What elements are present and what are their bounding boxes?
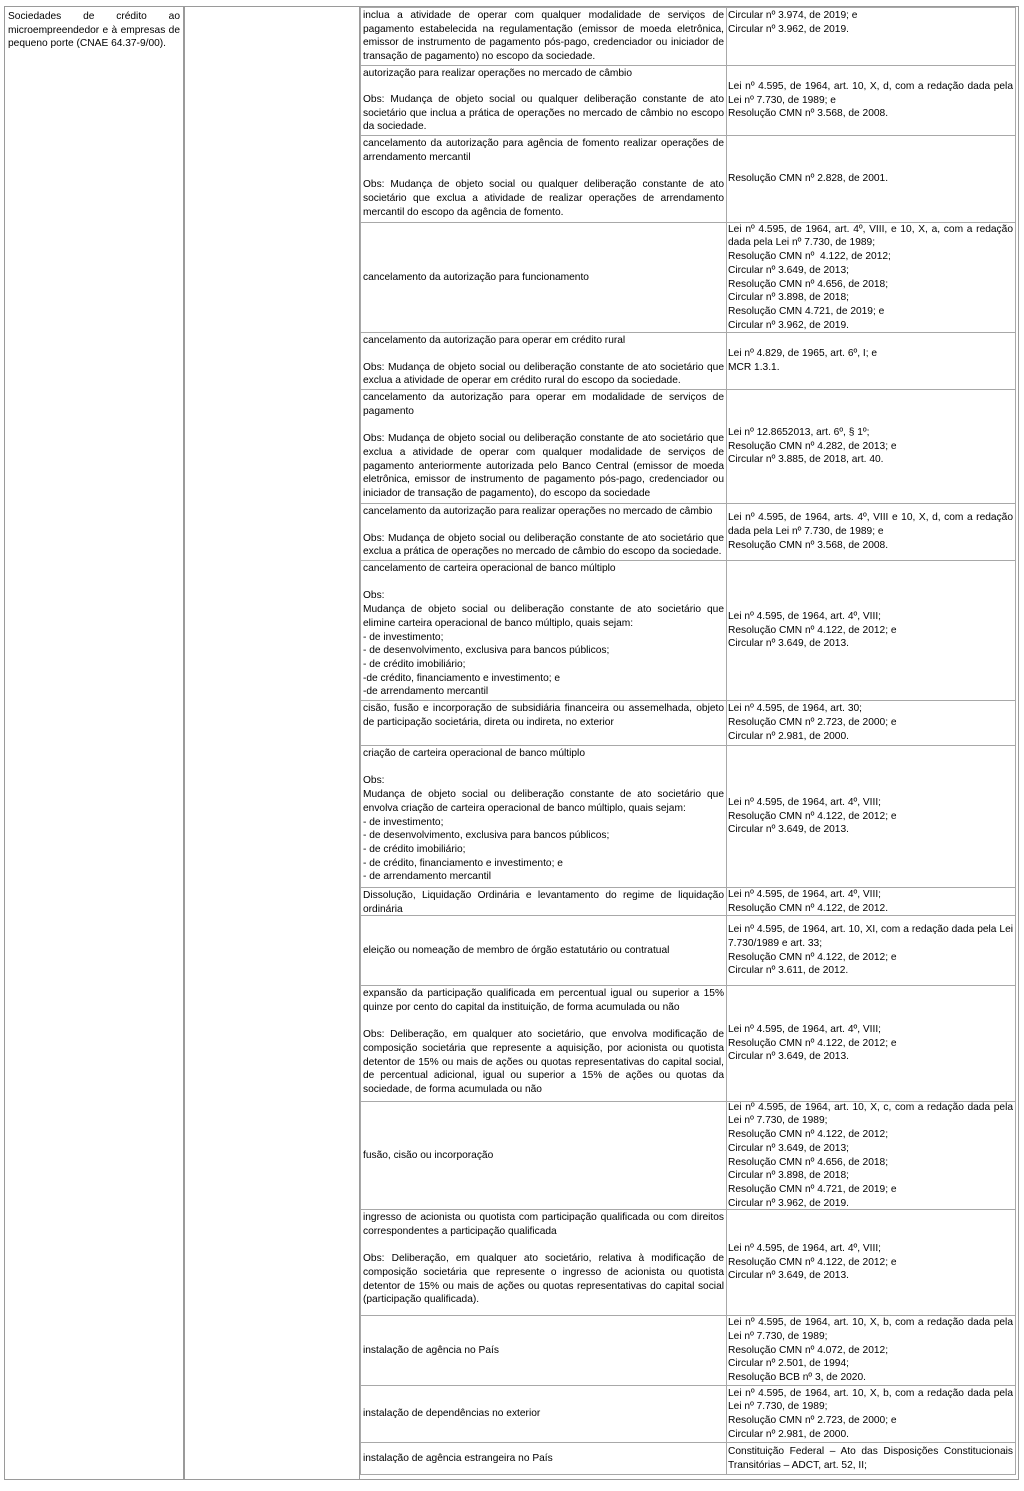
table-row (360, 1210, 1016, 1316)
act-text: Mudança de objeto social ou deliberação constante de ato societário que elimine carteira operacional de banco múltiplo, quais sejam: (363, 604, 727, 629)
legal-basis-text: Lei nº 4.595, de 1964, arts. 4º, VIII e 10, X, d, com a redação dada pela Lei nº 7.730, de 1989; e (728, 512, 1016, 538)
legal-basis-text: Resolução BCB nº 3, de 2020. (728, 1372, 866, 1384)
act-cell (361, 561, 727, 700)
legal-basis-text: Constituição Federal – Ato das Disposições Constitucionais Transitórias – ADCT, art. 52, II; (728, 1445, 1016, 1471)
legal-basis-text: Circular nº 3.649, de 2013. (728, 824, 849, 836)
legal-basis-cell (727, 701, 1015, 745)
legal-basis-text: MCR 1.3.1. (728, 362, 780, 373)
table-row (360, 66, 1016, 136)
act-text: - de investimento; (363, 631, 444, 643)
act-text: - de crédito, financiamento e investimento; e (363, 857, 563, 869)
act-text: -de arrendamento mercantil (363, 686, 489, 698)
table-row (360, 1102, 1016, 1210)
legal-basis-text: Circular nº 2.501, de 1994; (728, 1358, 849, 1370)
legal-basis-text: Circular nº 3.974, de 2019; e (728, 10, 858, 21)
legal-basis-text: Resolução CMN nº 4.122, de 2012; (728, 251, 891, 263)
act-text: instalação de dependências no exterior (363, 1408, 541, 1420)
act-text (363, 418, 724, 432)
legal-basis-text: Resolução CMN nº 4.282, de 2013; e (728, 440, 897, 452)
legal-basis-text: Lei nº 4.595, de 1964, art. 4º, VIII; (728, 888, 881, 900)
legal-basis-text: Resolução CMN nº 4.122, de 2012; e (728, 951, 897, 963)
legal-basis-text: Circular nº 3.649, de 2013. (728, 1051, 849, 1063)
act-cell (361, 333, 727, 389)
legal-basis-text: Circular nº 3.962, de 2019. (728, 319, 849, 331)
table-row (360, 390, 1016, 504)
legal-basis-cell (727, 888, 1015, 915)
table-row (360, 1316, 1016, 1386)
legal-basis-text: Lei nº 4.595, de 1964, art. 4º, VIII; (728, 610, 881, 622)
act-text: instalação de agência no País (363, 1344, 499, 1356)
table-row (360, 1386, 1016, 1443)
legal-basis-text: Lei nº 4.595, de 1964, art. 4º, VIII; (728, 1242, 881, 1254)
legal-basis-text: Circular nº 3.962, de 2019. (728, 23, 849, 35)
legal-basis-text: Circular nº 3.898, de 2018; (728, 292, 849, 304)
act-text: inclua a atividade de operar com qualquer modalidade de serviços de pagamento estabelecida na regulamentação (emissor de moeda eletrônica, emissor de instrumento de pagamento pós-pago, credenciador ou iniciador de transação de pagamento) no escopo da sociedade. (363, 10, 727, 63)
empty-column-cell (184, 6, 360, 1480)
legal-basis-cell (727, 8, 1015, 65)
act-text: - de arrendamento mercantil (363, 871, 491, 883)
act-text: fusão, cisão ou incorporação (363, 1149, 494, 1161)
legal-basis-text: Lei nº 12.8652013, art. 6º, § 1º; (728, 426, 870, 438)
legal-basis-text: Lei nº 4.595, de 1964, art. 10, X, b, com a redação dada pela Lei nº 7.730, de 1989; (728, 1317, 1016, 1342)
legal-basis-text: Circular nº 3.649, de 2013. (728, 638, 849, 650)
legal-basis-cell (727, 1210, 1015, 1315)
act-cell (361, 986, 727, 1101)
legal-basis-cell (727, 1316, 1015, 1385)
act-text: cisão, fusão e incorporação de subsidiária financeira ou assemelhada, objeto de participação societária, direta ou indireta, no exterior (363, 703, 727, 728)
legal-basis-text: Resolução CMN 4.721, de 2019; e (728, 305, 885, 317)
act-text: ingresso de acionista ou quotista com participação qualificada ou com direitos correspondentes a participação qualificada (363, 1212, 727, 1237)
act-cell (361, 916, 727, 985)
act-text (363, 164, 724, 178)
act-text: cancelamento da autorização para operar em modalidade de serviços de pagamento (363, 392, 727, 417)
legal-basis-text: Resolução CMN nº 2.723, de 2000; e (728, 1415, 897, 1426)
act-text: Obs: Deliberação, em qualquer ato societário, relativa à modificação de composição societária que represente o ingresso de acionista ou quotista detentor de 15% ou mais de ações ou quotas representativas do capital social (participação qualificada). (363, 1253, 727, 1306)
table-row (360, 136, 1016, 223)
act-text (363, 1014, 724, 1028)
act-text: - de desenvolvimento, exclusiva para bancos públicos; (363, 830, 610, 842)
act-text: cancelamento de carteira operacional de banco múltiplo (363, 563, 616, 574)
legal-basis-text: Resolução CMN nº 4.122, de 2012; e (728, 1256, 897, 1268)
legal-basis-cell (727, 916, 1015, 985)
legal-basis-text: Circular nº 3.611, de 2012. (728, 965, 849, 977)
act-text (363, 348, 724, 361)
institution-type-cell (4, 6, 184, 1480)
act-text: Obs: Mudança de objeto social ou deliberação constante de ato societário que exclua a atividade de operar em crédito rural do escopo da sociedade. (363, 361, 727, 387)
act-text: Obs: (363, 590, 385, 602)
legal-basis-text: Resolução CMN nº 4.122, de 2012; e (728, 624, 897, 636)
act-cell (361, 1210, 727, 1315)
act-cell (361, 746, 727, 887)
act-cell (361, 504, 727, 560)
legal-basis-text: Lei nº 4.595, de 1964, art. 4º, VIII; (728, 1023, 881, 1035)
act-text: -de crédito, financiamento e investimento; e (363, 672, 561, 684)
act-text: Obs: Mudança de objeto social ou qualquer deliberação constante de ato societário que exclua a atividade de realizar operações de arrendamento mercantil do escopo da agência de fomento. (363, 179, 727, 218)
act-text: instalação de agência estrangeira no País (363, 1452, 553, 1464)
legal-basis-text: Lei nº 4.595, de 1964, art. 10, XI, com a redação dada pela Lei 7.730/1989 e art. 33; (728, 924, 1016, 949)
act-text (363, 81, 724, 93)
legal-basis-text: Circular nº 3.898, de 2018; (728, 1170, 849, 1182)
legal-basis-text: Lei nº 4.595, de 1964, art. 10, X, c, com a redação dada pela Lei nº 7.730, de 1989; (728, 1101, 1016, 1127)
legal-basis-text: Lei nº 4.595, de 1964, art. 10, X, d, com a redação dada pela Lei nº 7.730, de 1989; e (728, 80, 1016, 106)
legal-basis-text: Resolução CMN nº 3.568, de 2008. (728, 539, 889, 551)
legal-basis-text: Resolução CMN nº 2.723, de 2000; e (728, 717, 897, 729)
legal-basis-cell (727, 1102, 1015, 1209)
legal-basis-cell (727, 1386, 1015, 1442)
legal-basis-cell (727, 986, 1015, 1101)
table-row (360, 986, 1016, 1102)
institution-type-text: Sociedades de crédito ao microempreendedor e à empresas de pequeno porte (CNAE 64.37-9/00). (8, 11, 180, 50)
table-row (360, 916, 1016, 986)
act-text: cancelamento da autorização para funcionamento (363, 271, 589, 283)
act-text: Mudança de objeto social ou deliberação constante de ato societário que envolva criação de carteira operacional de banco múltiplo, quais sejam: (363, 789, 727, 814)
acts-table (360, 7, 1016, 1475)
table-row (360, 701, 1016, 746)
act-text: - de crédito imobiliário; (363, 658, 466, 670)
legal-basis-cell (727, 66, 1015, 135)
act-cell (361, 136, 727, 222)
act-text: Obs: Mudança de objeto social ou deliberação constante de ato societário que exclua a atividade de operar com qualquer modalidade de serviços de pagamento anteriormente autorizada pelo Banco Central (emissor de moeda eletrônica, emissor de instrumento de pagamento pós-pago, credenciador ou iniciador de transação de pagamento), do escopo da sociedade (363, 433, 727, 499)
legal-basis-text: Circular nº 2.981, de 2000. (728, 1428, 849, 1440)
legal-basis-text: Circular nº 3.962, de 2019. (728, 1197, 849, 1209)
act-text: cancelamento da autorização para operar em crédito rural (363, 335, 626, 346)
act-text (363, 761, 724, 775)
legal-basis-cell (727, 746, 1015, 887)
legal-basis-text: Lei nº 4.595, de 1964, art. 4º, VIII; (728, 796, 881, 808)
legal-basis-cell (727, 136, 1015, 222)
legal-basis-text: Resolução CMN nº 4.072, de 2012; (728, 1344, 889, 1356)
act-text: Obs: Mudança de objeto social ou deliberação constante de ato societário que exclua a prática de operações no mercado de câmbio do escopo da sociedade. (363, 532, 727, 558)
legal-basis-text: Circular nº 3.649, de 2013; (728, 1142, 849, 1154)
act-cell (361, 1443, 727, 1474)
table-row (360, 746, 1016, 888)
act-text: criação de carteira operacional de banco múltiplo (363, 748, 585, 759)
legal-basis-cell (727, 504, 1015, 560)
act-text: Obs: Deliberação, em qualquer ato societário, que envolva modificação de composição societária que represente a aquisição, por acionista ou quotista detentor de 15% ou mais de ações ou quotas representativas do capital social, de percentual adicional, igual ou superior a 15% de ações ou quotas da sociedade, de forma acumulada ou não (363, 1029, 727, 1095)
legal-basis-text: Lei nº 4.595, de 1964, art. 10, X, b, com a redação dada pela Lei nº 7.730, de 1989; (728, 1387, 1016, 1413)
legal-basis-cell (727, 561, 1015, 700)
legal-basis-text: Resolução CMN nº 4.656, de 2018; (728, 278, 889, 290)
legal-basis-text: Resolução CMN nº 4.656, de 2018; (728, 1156, 889, 1168)
legal-basis-cell (727, 390, 1015, 503)
act-cell (361, 1386, 727, 1442)
legal-basis-text: Resolução CMN nº 4.721, de 2019; e (728, 1183, 897, 1195)
act-text: Dissolução, Liquidação Ordinária e levantamento do regime de liquidação ordinária (363, 890, 727, 915)
legal-basis-text: Circular nº 3.649, de 2013. (728, 1270, 849, 1282)
legal-basis-text: Resolução CMN nº 4.122, de 2012; (728, 1129, 889, 1141)
legal-basis-cell (727, 1443, 1015, 1474)
table-row (360, 561, 1016, 701)
legal-basis-text: Lei nº 4.595, de 1964, art. 30; (728, 703, 862, 715)
act-text: Obs: (363, 775, 385, 787)
legal-basis-text: Resolução CMN nº 4.122, de 2012; e (728, 810, 897, 822)
table-row (360, 504, 1016, 561)
legal-basis-cell (727, 333, 1015, 389)
act-text: expansão da participação qualificada em percentual igual ou superior a 15% quinze por cento do capital da instituição, de forma acumulada ou não (363, 988, 727, 1013)
table-row (360, 888, 1016, 916)
legal-basis-text: Resolução CMN nº 4.122, de 2012; e (728, 1037, 897, 1049)
table-row (360, 7, 1016, 66)
act-text: eleição ou nomeação de membro de órgão estatutário ou contratual (363, 944, 670, 956)
act-text: cancelamento da autorização para realizar operações no mercado de câmbio (363, 506, 713, 517)
legal-basis-cell (727, 223, 1015, 332)
act-text: Obs: Mudança de objeto social ou qualquer deliberação constante de ato societário que inclua a prática de operações no mercado de câmbio no escopo da sociedade. (363, 93, 727, 133)
legal-basis-text: Resolução CMN nº 3.568, de 2008. (728, 108, 889, 120)
table-row (360, 223, 1016, 333)
act-cell (361, 701, 727, 745)
act-text (363, 519, 724, 532)
act-cell (361, 390, 727, 503)
act-text: - de crédito imobiliário; (363, 843, 466, 855)
act-text: - de desenvolvimento, exclusiva para bancos públicos; (363, 645, 610, 657)
table-row (360, 333, 1016, 390)
act-text: autorização para realizar operações no mercado de câmbio (363, 68, 632, 79)
legal-basis-text: Lei nº 4.595, de 1964, art. 4º, VIII, e 10, X, a, com a redação dada pela Lei nº 7.730, de 1989; (728, 223, 1016, 249)
act-cell (361, 1102, 727, 1209)
act-text: - de investimento; (363, 816, 444, 828)
legal-basis-text: Circular nº 2.981, de 2000. (728, 730, 849, 742)
table-row (360, 1443, 1016, 1475)
act-text (363, 576, 724, 590)
act-cell (361, 66, 727, 135)
legal-basis-text: Resolução CMN nº 4.122, de 2012. (728, 902, 889, 914)
act-cell (361, 1316, 727, 1385)
legal-basis-text: Lei nº 4.829, de 1965, art. 6º, I; e (728, 348, 878, 360)
act-text (363, 1238, 724, 1252)
legal-basis-text: Circular nº 3.649, de 2013; (728, 264, 849, 276)
act-cell (361, 223, 727, 332)
act-cell (361, 888, 727, 915)
legal-basis-text: Circular nº 3.885, de 2018, art. 40. (728, 454, 884, 466)
act-cell (361, 8, 727, 65)
legal-basis-text: Resolução CMN nº 2.828, de 2001. (728, 173, 889, 185)
act-text: cancelamento da autorização para agência de fomento realizar operações de arrendamento mercantil (363, 138, 727, 163)
